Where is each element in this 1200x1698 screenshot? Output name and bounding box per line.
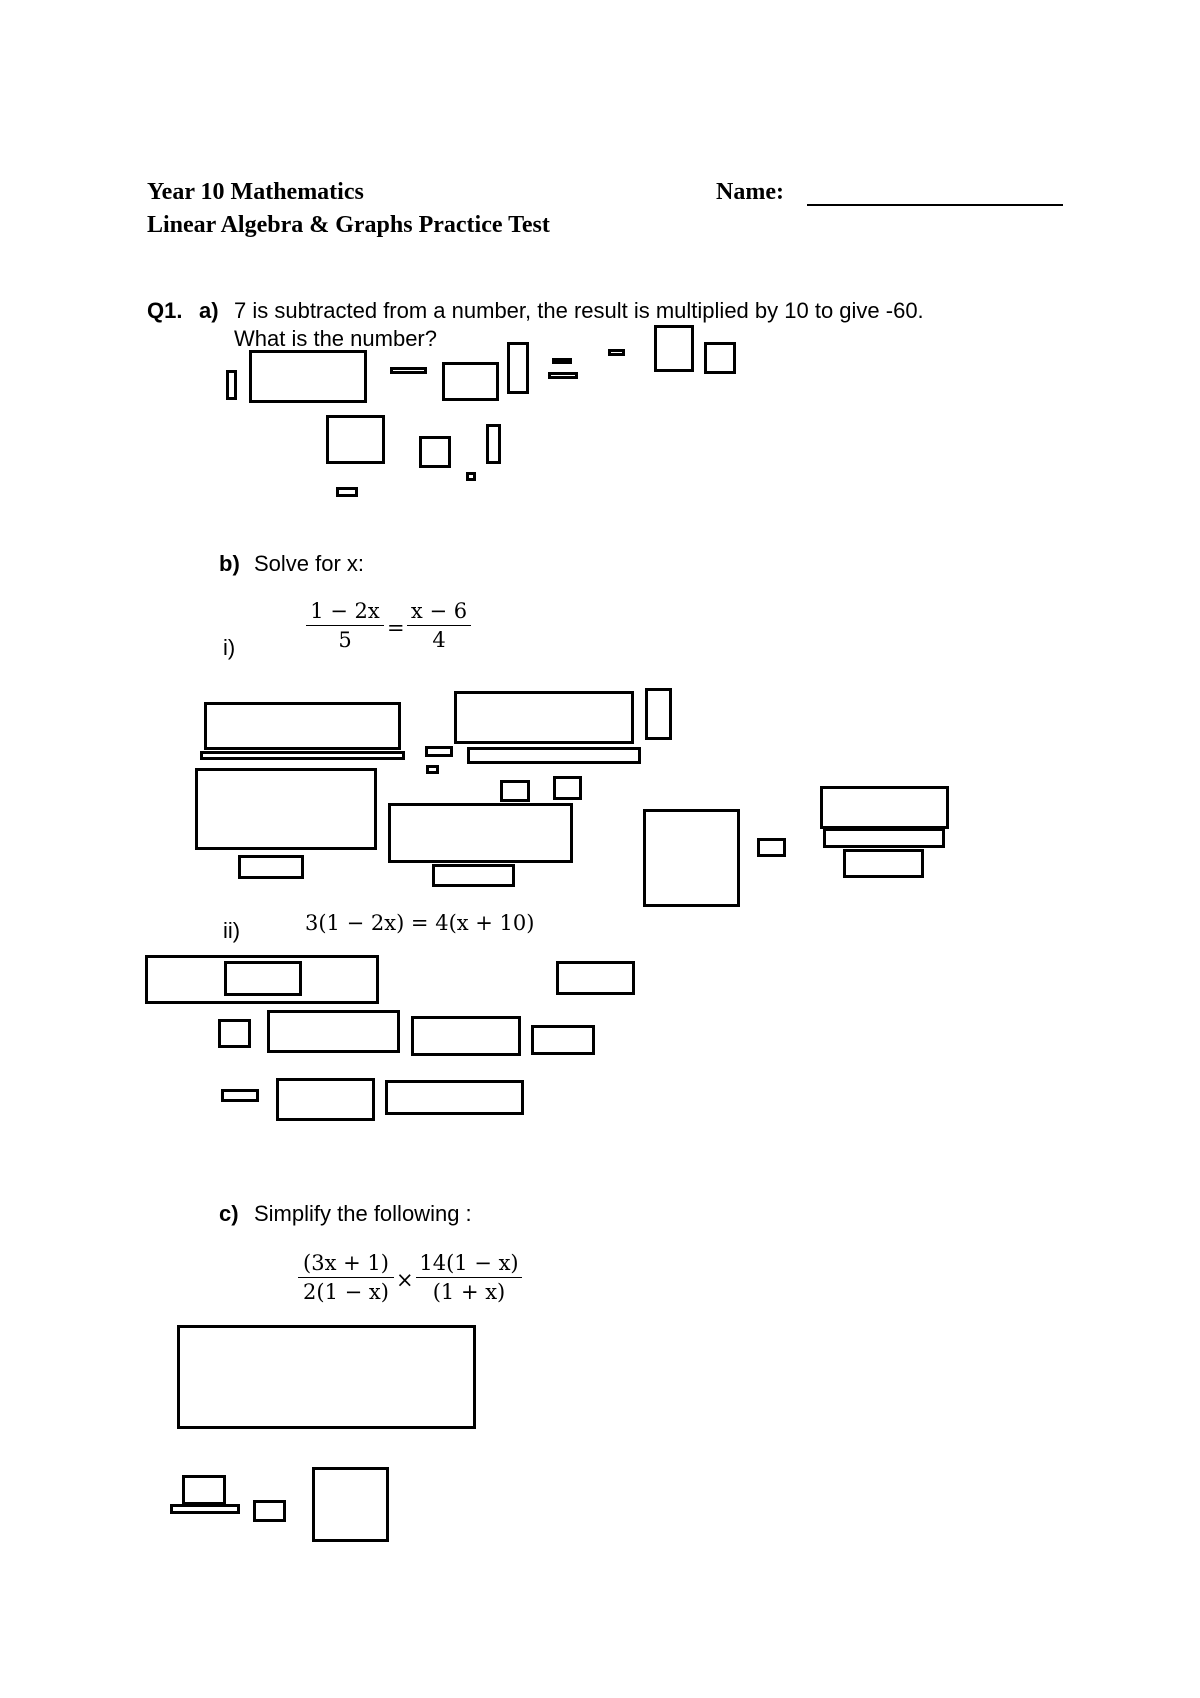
answer-redaction-box xyxy=(170,1504,240,1514)
answer-redaction-box xyxy=(608,349,625,356)
answer-redaction-box xyxy=(548,372,578,379)
answer-redaction-box xyxy=(500,780,530,802)
test-subtitle: Linear Algebra & Graphs Practice Test xyxy=(147,212,550,238)
answer-redaction-box xyxy=(195,768,377,850)
question-number: Q1. xyxy=(147,298,183,323)
answer-redaction-box xyxy=(226,370,237,400)
answer-redaction-box xyxy=(238,855,304,879)
equation-i-lhs-numerator: 1 − 2x xyxy=(310,599,380,623)
answer-redaction-box xyxy=(385,1080,524,1115)
expression-c-f2-numerator: 14(1 − x) xyxy=(419,1251,519,1275)
answer-redaction-box xyxy=(466,472,476,481)
answer-redaction-box xyxy=(843,849,924,878)
answer-redaction-box xyxy=(432,864,515,887)
expression-c-fraction-2 xyxy=(416,1253,522,1303)
answer-redaction-box xyxy=(253,1500,286,1522)
answer-redaction-box xyxy=(390,367,427,374)
answer-redaction-box xyxy=(200,751,405,760)
expression-c-fraction-1 xyxy=(298,1253,394,1303)
times-symbol: × xyxy=(396,1268,414,1292)
answer-redaction-box xyxy=(643,809,740,907)
equation-i-rhs-denominator: 4 xyxy=(432,628,446,652)
answer-redaction-box xyxy=(426,765,439,774)
equation-i-lhs-denominator: 5 xyxy=(338,628,352,652)
answer-redaction-box xyxy=(507,342,529,394)
fraction-bar xyxy=(306,625,384,626)
answer-redaction-box xyxy=(757,838,786,857)
answer-redaction-box xyxy=(336,487,358,497)
test-title: Year 10 Mathematics xyxy=(147,179,364,205)
answer-redaction-box xyxy=(454,691,634,744)
answer-redaction-box xyxy=(531,1025,595,1055)
answer-redaction-box xyxy=(177,1325,476,1429)
fraction-bar xyxy=(298,1277,394,1278)
answer-redaction-box xyxy=(704,342,736,374)
answer-redaction-box xyxy=(312,1467,389,1542)
answer-redaction-box xyxy=(419,436,451,468)
answer-redaction-box xyxy=(204,702,401,750)
answer-redaction-box xyxy=(654,325,694,372)
equation-i-lhs-fraction xyxy=(306,601,384,651)
answer-redaction-box xyxy=(267,1010,400,1053)
answer-redaction-box xyxy=(486,424,501,464)
part-c-prompt: Simplify the following : xyxy=(254,1201,472,1226)
part-b-i-label: i) xyxy=(223,635,236,660)
answer-redaction-box xyxy=(442,362,499,401)
part-a-text-line2: What is the number? xyxy=(234,326,437,351)
fraction-bar xyxy=(407,625,471,626)
name-blank-line[interactable] xyxy=(807,204,1063,206)
answer-redaction-box xyxy=(388,803,573,863)
part-b-ii-label: ii) xyxy=(223,918,241,943)
answer-redaction-box xyxy=(218,1019,251,1048)
expression-c-f2-denominator: (1 + x) xyxy=(432,1280,506,1304)
part-a-label: a) xyxy=(199,298,219,323)
part-a-text-line1: 7 is subtracted from a number, the result is multiplied by 10 to give -60. xyxy=(234,298,924,323)
answer-redaction-box xyxy=(221,1089,259,1102)
answer-redaction-box xyxy=(182,1475,226,1505)
answer-redaction-box xyxy=(326,415,385,464)
answer-redaction-box xyxy=(556,961,635,995)
answer-redaction-box xyxy=(411,1016,521,1056)
equation-i-rhs-numerator: x − 6 xyxy=(410,599,468,623)
answer-redaction-box xyxy=(249,350,367,403)
answer-redaction-box xyxy=(425,746,453,757)
answer-redaction-box xyxy=(224,961,302,996)
expression-c-f1-denominator: 2(1 − x) xyxy=(303,1280,389,1304)
answer-redaction-box xyxy=(645,688,672,740)
part-b-prompt: Solve for x: xyxy=(254,551,365,576)
answer-redaction-box xyxy=(467,747,641,764)
equation-ii: 3(1 − 2x) = 4(x + 10) xyxy=(305,911,535,935)
answer-redaction-box xyxy=(823,828,945,848)
equation-i-rhs-fraction xyxy=(407,601,471,651)
answer-redaction-box xyxy=(553,776,582,800)
answer-redaction-box xyxy=(276,1078,375,1121)
name-label: Name: xyxy=(716,179,784,205)
answer-redaction-box xyxy=(820,786,949,829)
part-c-label: c) xyxy=(219,1201,239,1226)
part-b-label: b) xyxy=(219,551,240,576)
expression-c-f1-numerator: (3x + 1) xyxy=(303,1251,389,1275)
fraction-bar xyxy=(416,1277,522,1278)
equation-i-equals: = xyxy=(387,616,405,640)
answer-redaction-box xyxy=(552,358,572,364)
